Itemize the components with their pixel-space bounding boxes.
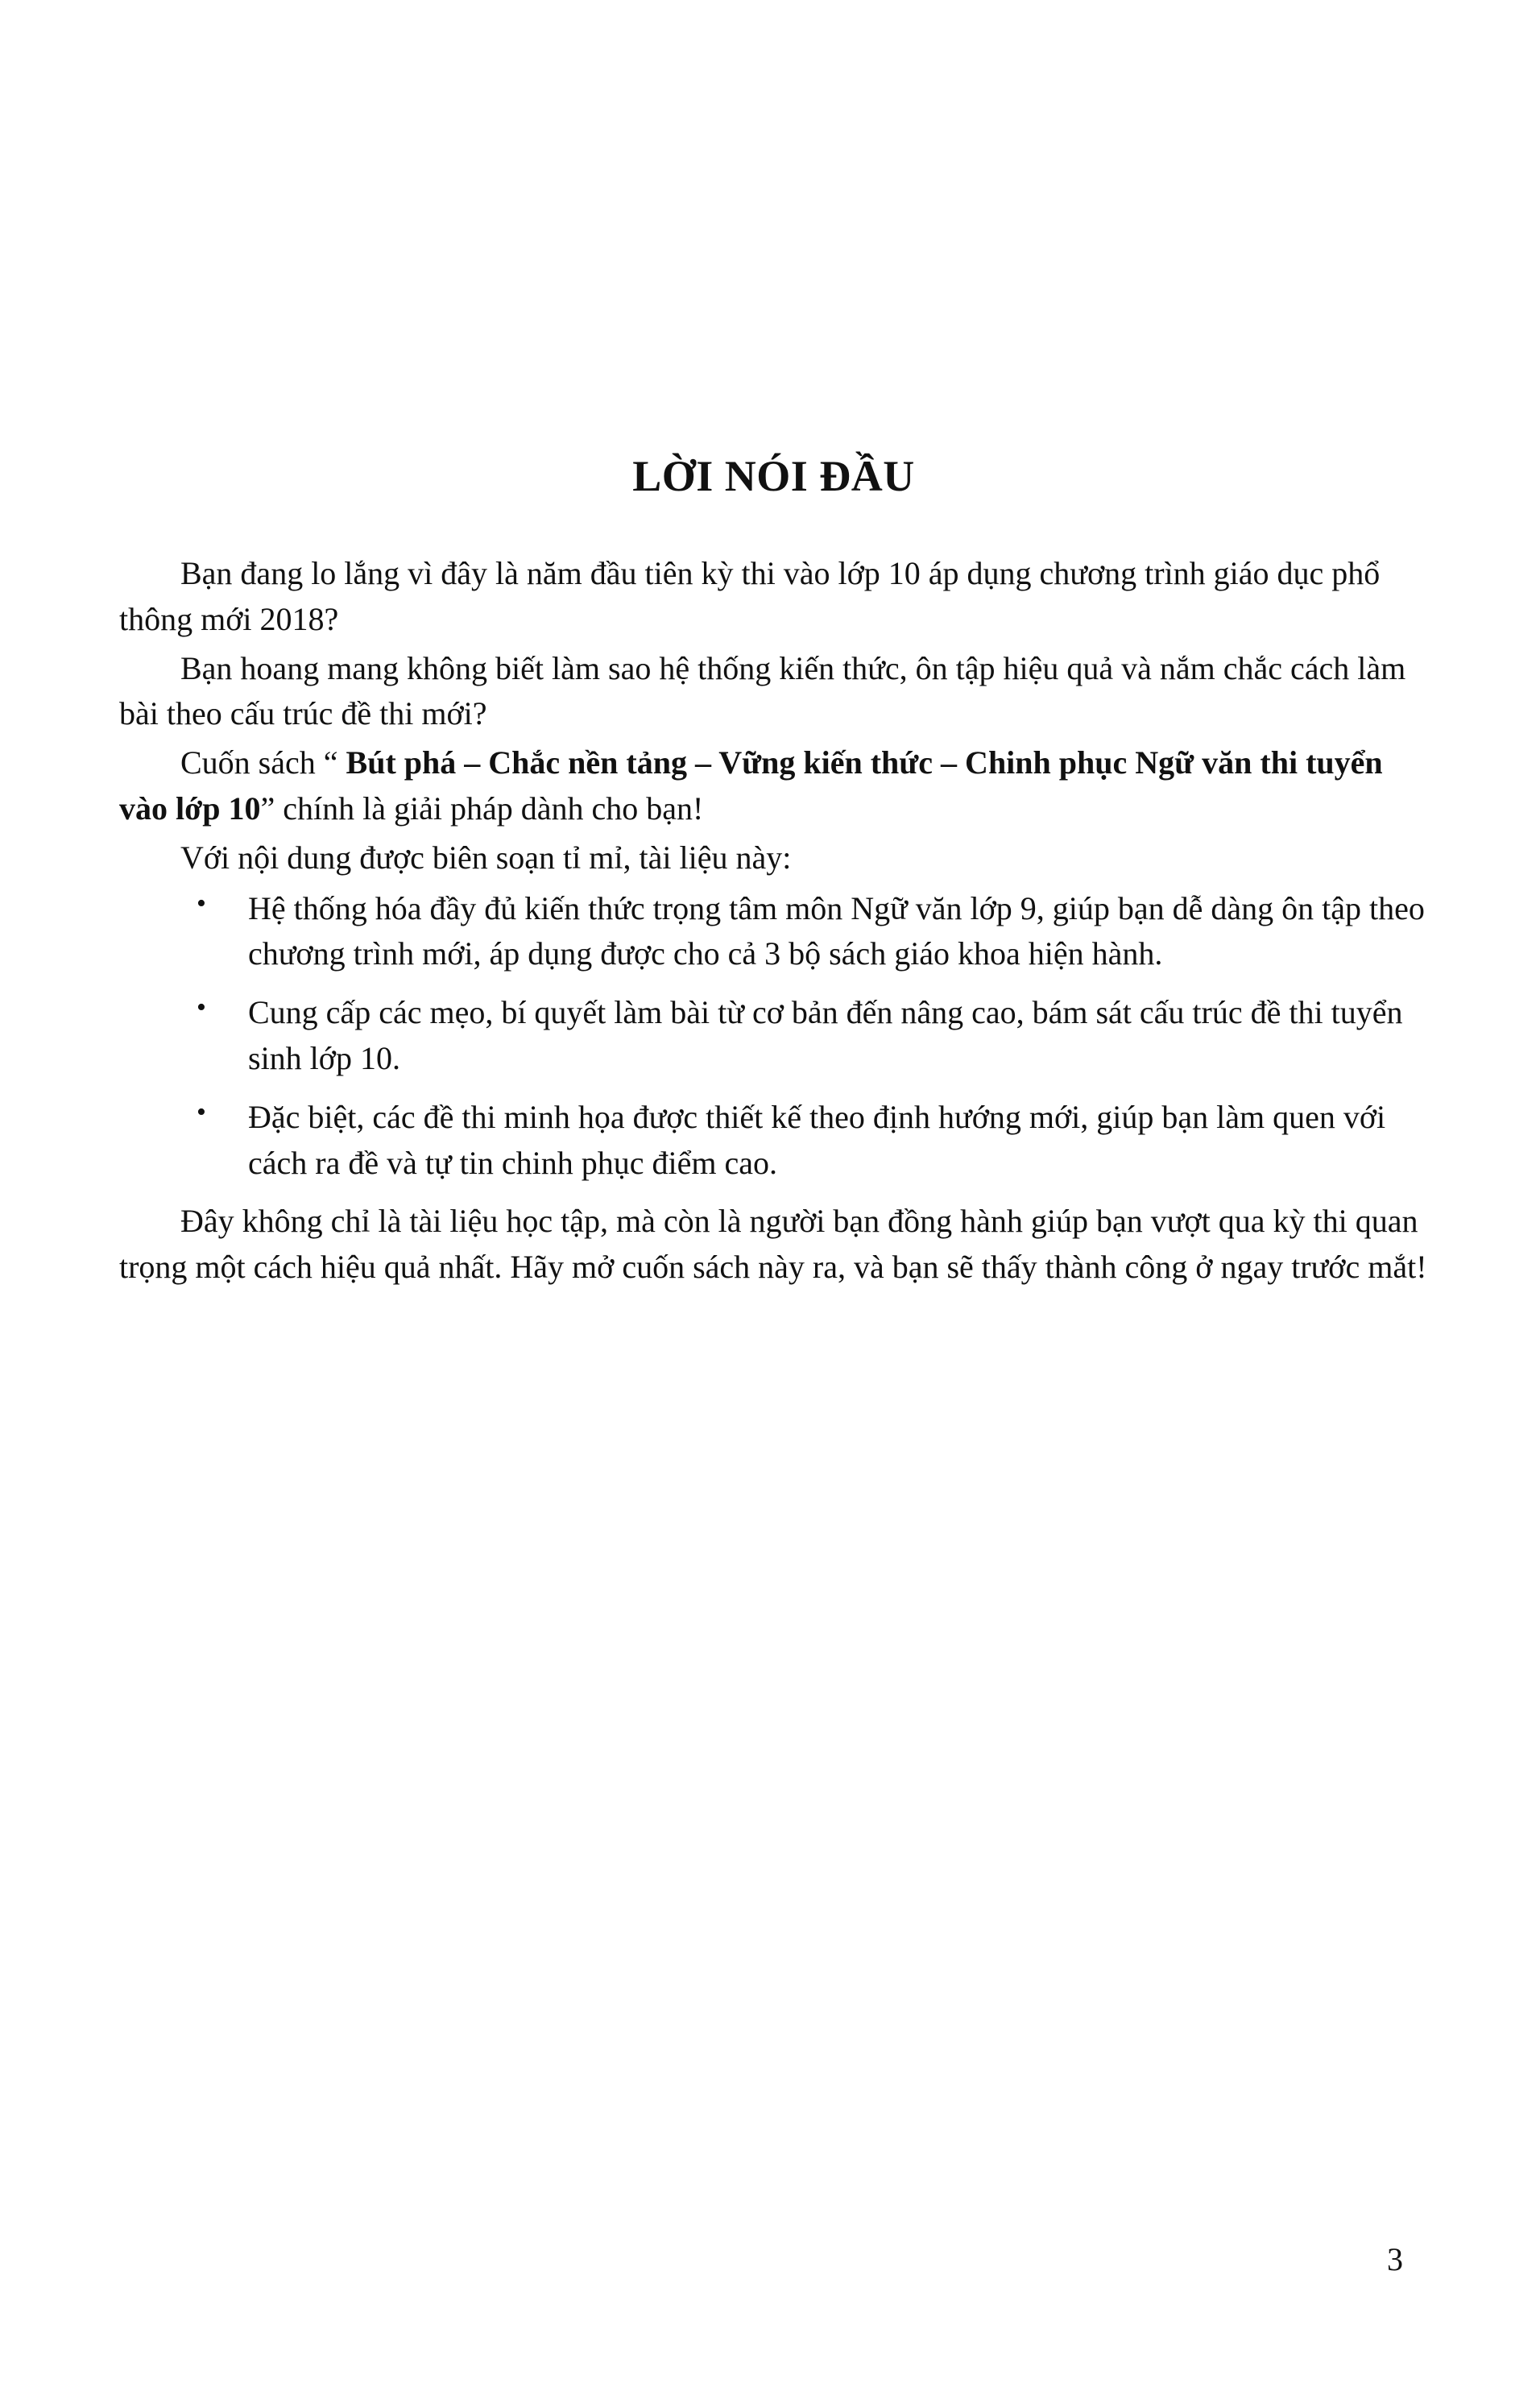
page-number: 3 — [1387, 2241, 1403, 2277]
book-title-lead: Cuốn sách “ — [180, 744, 346, 781]
book-title-tail: ” chính là giải pháp dành cho bạn! — [260, 789, 704, 827]
list-item: • Cung cấp các mẹo, bí quyết làm bài từ cơ bản đến nâng cao, bám sát cấu trúc đề thi tuyển sinh lớp 10. — [119, 990, 1428, 1082]
feature-list — [119, 886, 1428, 1187]
page-content — [119, 451, 1428, 1294]
paragraph-book-title — [119, 740, 1428, 832]
page-title: LỜI NÓI ĐẦU — [632, 452, 915, 500]
paragraph-content-lead: Với nội dung được biên soạn tỉ mỉ, tài liệu này: — [180, 839, 792, 876]
paragraph-intro-2: Bạn hoang mang không biết làm sao hệ thống kiến thức, ôn tập hiệu quả và nắm chắc cách làm bài theo cấu trúc đề thi mới? — [119, 649, 1406, 732]
list-item: • Đặc biệt, các đề thi minh họa được thiết kế theo định hướng mới, giúp bạn làm quen với cách ra đề và tự tin chinh phục điểm cao. — [119, 1095, 1428, 1187]
list-item: • Hệ thống hóa đầy đủ kiến thức trọng tâm môn Ngữ văn lớp 9, giúp bạn dễ dàng ôn tập theo chương trình mới, áp dụng được cho cả 3 bộ sách giáo khoa hiện hành. — [119, 886, 1428, 978]
paragraph-closing: Đây không chỉ là tài liệu học tập, mà còn là người bạn đồng hành giúp bạn vượt qua kỳ thi quan trọng một cách hiệu quả nhất. Hãy mở cuốn sách này ra, và bạn sẽ thấy thành công ở ngay trước mắt! — [119, 1203, 1427, 1286]
paragraph-intro-1: Bạn đang lo lắng vì đây là năm đầu tiên kỳ thi vào lớp 10 áp dụng chương trình giáo dục phổ thông mới 2018? — [119, 555, 1381, 637]
book-title-bold: Bút phá – Chắc nền tảng – Vững kiến thức – Chinh phục Ngữ văn thi tuyển vào lớp 10 — [119, 744, 1383, 827]
